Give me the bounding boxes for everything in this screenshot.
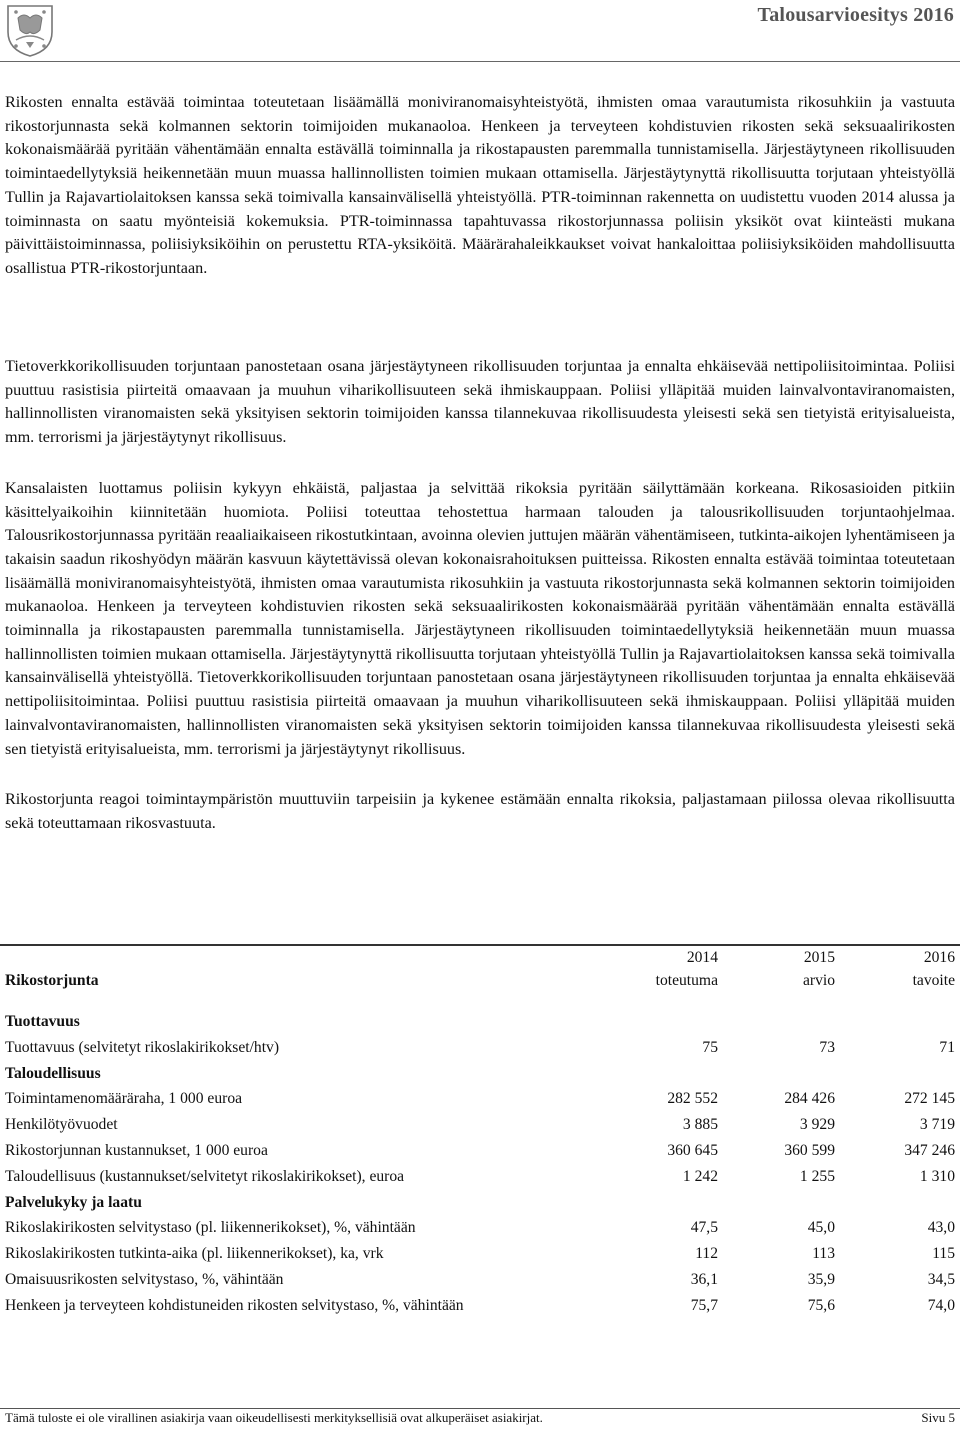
table-header-years [5,946,955,969]
page-number: Sivu 5 [921,1410,955,1425]
cell-2014: 1 242 [682,1167,718,1185]
cell-2016: 272 145 [904,1090,955,1108]
row-label: Rikoslakirikosten selvitystaso (pl. liikennerikokset), %, vähintään [5,1219,416,1237]
header-divider [0,61,960,62]
cell-2016: 74,0 [927,1296,955,1314]
table-row [5,1086,955,1112]
table-row [5,1035,955,1061]
table-row [5,1164,955,1190]
table-row [5,1215,955,1241]
paragraph-4: Rikostorjunta reagoi toimintaympäristön muuttuviin tarpeisiin ja kykenee estämään ennalta rikoksia, paljastamaan piilossa olevaa rikollisuutta sekä toteuttamaan rikosvastuuta. [5,790,955,832]
cell-2015: 45,0 [807,1219,835,1237]
cell-2014: 75,7 [690,1296,718,1314]
row-label: Taloudellisuus (kustannukset/selvitetyt rikoslakirikokset), euroa [5,1167,405,1185]
row-label: Rikostorjunnan kustannukset, 1 000 euroa [5,1141,268,1159]
footer-disclaimer: Tämä tuloste ei ole virallinen asiakirja vaan oikeudellisesti merkityksellisiä ovat alkuperäiset asiakirjat. [5,1410,543,1425]
cell-2015: 35,9 [807,1270,835,1288]
cell-2015: 75,6 [807,1296,835,1314]
cell-2016: 34,5 [927,1270,955,1288]
cell-2014: 360 645 [667,1141,718,1159]
document-title: Talousarvioesitys 2016 [757,4,954,26]
cell-2016: 347 246 [904,1141,955,1159]
table-title: Rikostorjunta [5,972,99,989]
row-label: Toimintamenomääräraha, 1 000 euroa [5,1090,243,1108]
cell-2016: 1 310 [919,1167,955,1185]
section-heading-text: Tuottavuus [5,1013,80,1030]
cell-2016: 43,0 [927,1219,955,1237]
cell-2015: 73 [819,1038,835,1056]
cell-2015: 284 426 [784,1090,835,1108]
cell-2014: 36,1 [690,1270,718,1288]
cell-2016: 115 [932,1245,955,1263]
cell-2014: 112 [695,1245,718,1263]
cell-2015: 360 599 [784,1141,835,1159]
cell-2016: 3 719 [919,1116,955,1134]
cell-2014: 3 885 [682,1116,718,1134]
body-text [5,91,955,836]
footer-divider [0,1408,960,1409]
paragraph-3: Kansalaisten luottamus poliisin kykyyn ehkäistä, paljastaa ja selvittää rikoksia pyritään säilyttämään korkeana. Rikosasioiden pitkiin käsittelyaikoihin kiinnitetään huomiota. Poliisi toteuttaa tehostettua harmaan talouden ja talousrikollisuuden torjuntaohjelmaa. Talousrikostorjunnassa pyritään reaaliaikaiseen rikostutkintaan, avoinna olevien juttujen määrän vähentämiseen, tutkinta-aikojen lyhentämiseen ja takaisin saadun rikoshyödyn määrän kasvuun käytettävissä olevan kokonaisrahoituksen puitteissa. Rikosten ennalta estävää toimintaa toteutetaan lisäämällä moniviranomaisyhteistyötä, ihmisten omaa varautumista rikosuhkiin ja vastuuta rikostorjunnasta sekä kolmannen sektorin toimijoiden mukanaoloa. Henkeen ja terveyteen kohdistuvien rikosten sekä seksuaalirikosten kokonaismäärää pyritään vähentämään ennalta estävällä toiminnalla ja rikostapausten paremmalla tunnistamisella. Järjestäytyneen rikollisuuden toimintaedellytyksiä heikennetään muun muassa hallinnollisten toimien mukaan ottamisella. Järjestäytynyttä rikollisuutta torjutaan yhteistyöllä Tullin ja Rajavartiolaitoksen kanssa sekä toimivalla kansainvälisellä yhteistyöllä. Tietoverkkorikollisuuden torjuntaan panostetaan osana järjestäytyneen rikollisuuden torjuntaa ja ennalta ehkäisevää nettipoliisitoimintaa. Poliisi puuttuu rasistisia piirteitä omaavaan ja muuhun viharikollisuuteen sekä ihmiskauppaan. Poliisi ylläpitää muiden lainvalvontaviranomaisten, hallinnollisten viranomaisten sekä yksityisen sektorin toimijoiden kanssa tilannekuvaa rikollisuudesta yleisesti sekä sen tietyistä erityisalueista, mm. terrorismi ja järjestäytynyt rikollisuus. [5,478,955,758]
column-year: 2016 [923,949,955,966]
table-header-labels [5,969,955,992]
row-label: Henkilötyövuodet [5,1116,118,1134]
column-year: 2015 [803,949,835,966]
row-label: Tuottavuus (selvitetyt rikoslakirikokset/htv) [5,1038,280,1056]
cell-2014: 47,5 [690,1219,718,1237]
column-label: arvio [802,972,835,989]
section-heading-text: Palvelukyky ja laatu [5,1193,142,1211]
cell-2014: 282 552 [667,1090,718,1108]
cell-2015: 113 [812,1245,835,1263]
row-label: Omaisuusrikosten selvitystaso, %, vähintään [5,1270,284,1288]
column-year: 2014 [686,949,718,966]
cell-2015: 1 255 [799,1167,835,1185]
paragraph-1: Rikosten ennalta estävää toimintaa toteutetaan lisäämällä moniviranomaisyhteistyötä, ihmisten omaa varautumista rikosuhkiin ja vastuuta rikostorjunnasta sekä kolmannen sektorin toimijoiden mukanaoloa. Henkeen ja terveyteen kohdistuvien rikosten sekä seksuaalirikosten kokonaismäärää pyritään vähentämään ennalta estävällä toiminnalla ja rikostapausten paremmalla tunnistamisella. Järjestäytyneen rikollisuuden toimintaedellytyksiä heikennetään muun muassa hallinnollisten toimien mukaan ottamisella. Järjestäytynyttä rikollisuutta torjutaan yhteistyöllä Tullin ja Rajavartiolaitoksen kanssa sekä toimivalla kansainvälisellä yhteistyöllä. PTR-toiminnan rakennetta on uudistettu vuoden 2014 alussa ja toiminnasta on saatu myönteisiä kokemuksia. PTR-toiminnassa tapahtuvassa rikostorjunnassa poliisin yksiköt ovat kiinteästi mukana päivittäistoiminnassa, poliisiyksiköihin on perustettu RTA-yksiköitä. Määrärahaleikkaukset voivat hankaloittaa poliisiyksiköiden mahdollisuutta osallistua PTR-rikostorjuntaan. [5,93,955,277]
table-row [5,1138,955,1164]
table-row [5,1112,955,1138]
paragraph-2: Tietoverkkorikollisuuden torjuntaan panostetaan osana järjestäytyneen rikollisuuden torjuntaa ja ennalta ehkäisevää nettipoliisitoimintaa. Poliisi puuttuu rasistisia piirteitä omaavaan ja muuhun viharikollisuuteen sekä ihmiskauppaan. Poliisi ylläpitää muiden lainvalvontaviranomaisten, hallinnollisten viranomaisten sekä yksityisen sektorin toimijoiden kanssa tilannekuvaa rikollisuudesta yleisesti sekä sen tietyistä erityisalueista, mm. terrorismi ja järjestäytynyt rikollisuus. [5,357,955,447]
column-label: toteutuma [655,972,718,989]
column-label: tavoite [912,972,955,989]
table-row [5,1241,955,1267]
cell-2016: 71 [939,1038,955,1056]
section-heading [5,1190,955,1216]
section-heading [5,1061,955,1087]
row-label: Rikoslakirikosten tutkinta-aika (pl. liikennerikokset), ka, vrk [5,1245,384,1263]
coat-of-arms-icon [4,2,56,58]
table-row [5,1293,955,1319]
cell-2015: 3 929 [799,1116,835,1134]
section-heading [5,1009,955,1035]
page-header [0,0,960,62]
section-heading-text: Taloudellisuus [5,1064,101,1082]
cell-2014: 75 [702,1038,718,1056]
table-row [5,1267,955,1293]
performance-table [5,946,955,1319]
row-label: Henkeen ja terveyteen kohdistuneiden rikosten selvitystaso, %, vähintään [5,1296,464,1314]
